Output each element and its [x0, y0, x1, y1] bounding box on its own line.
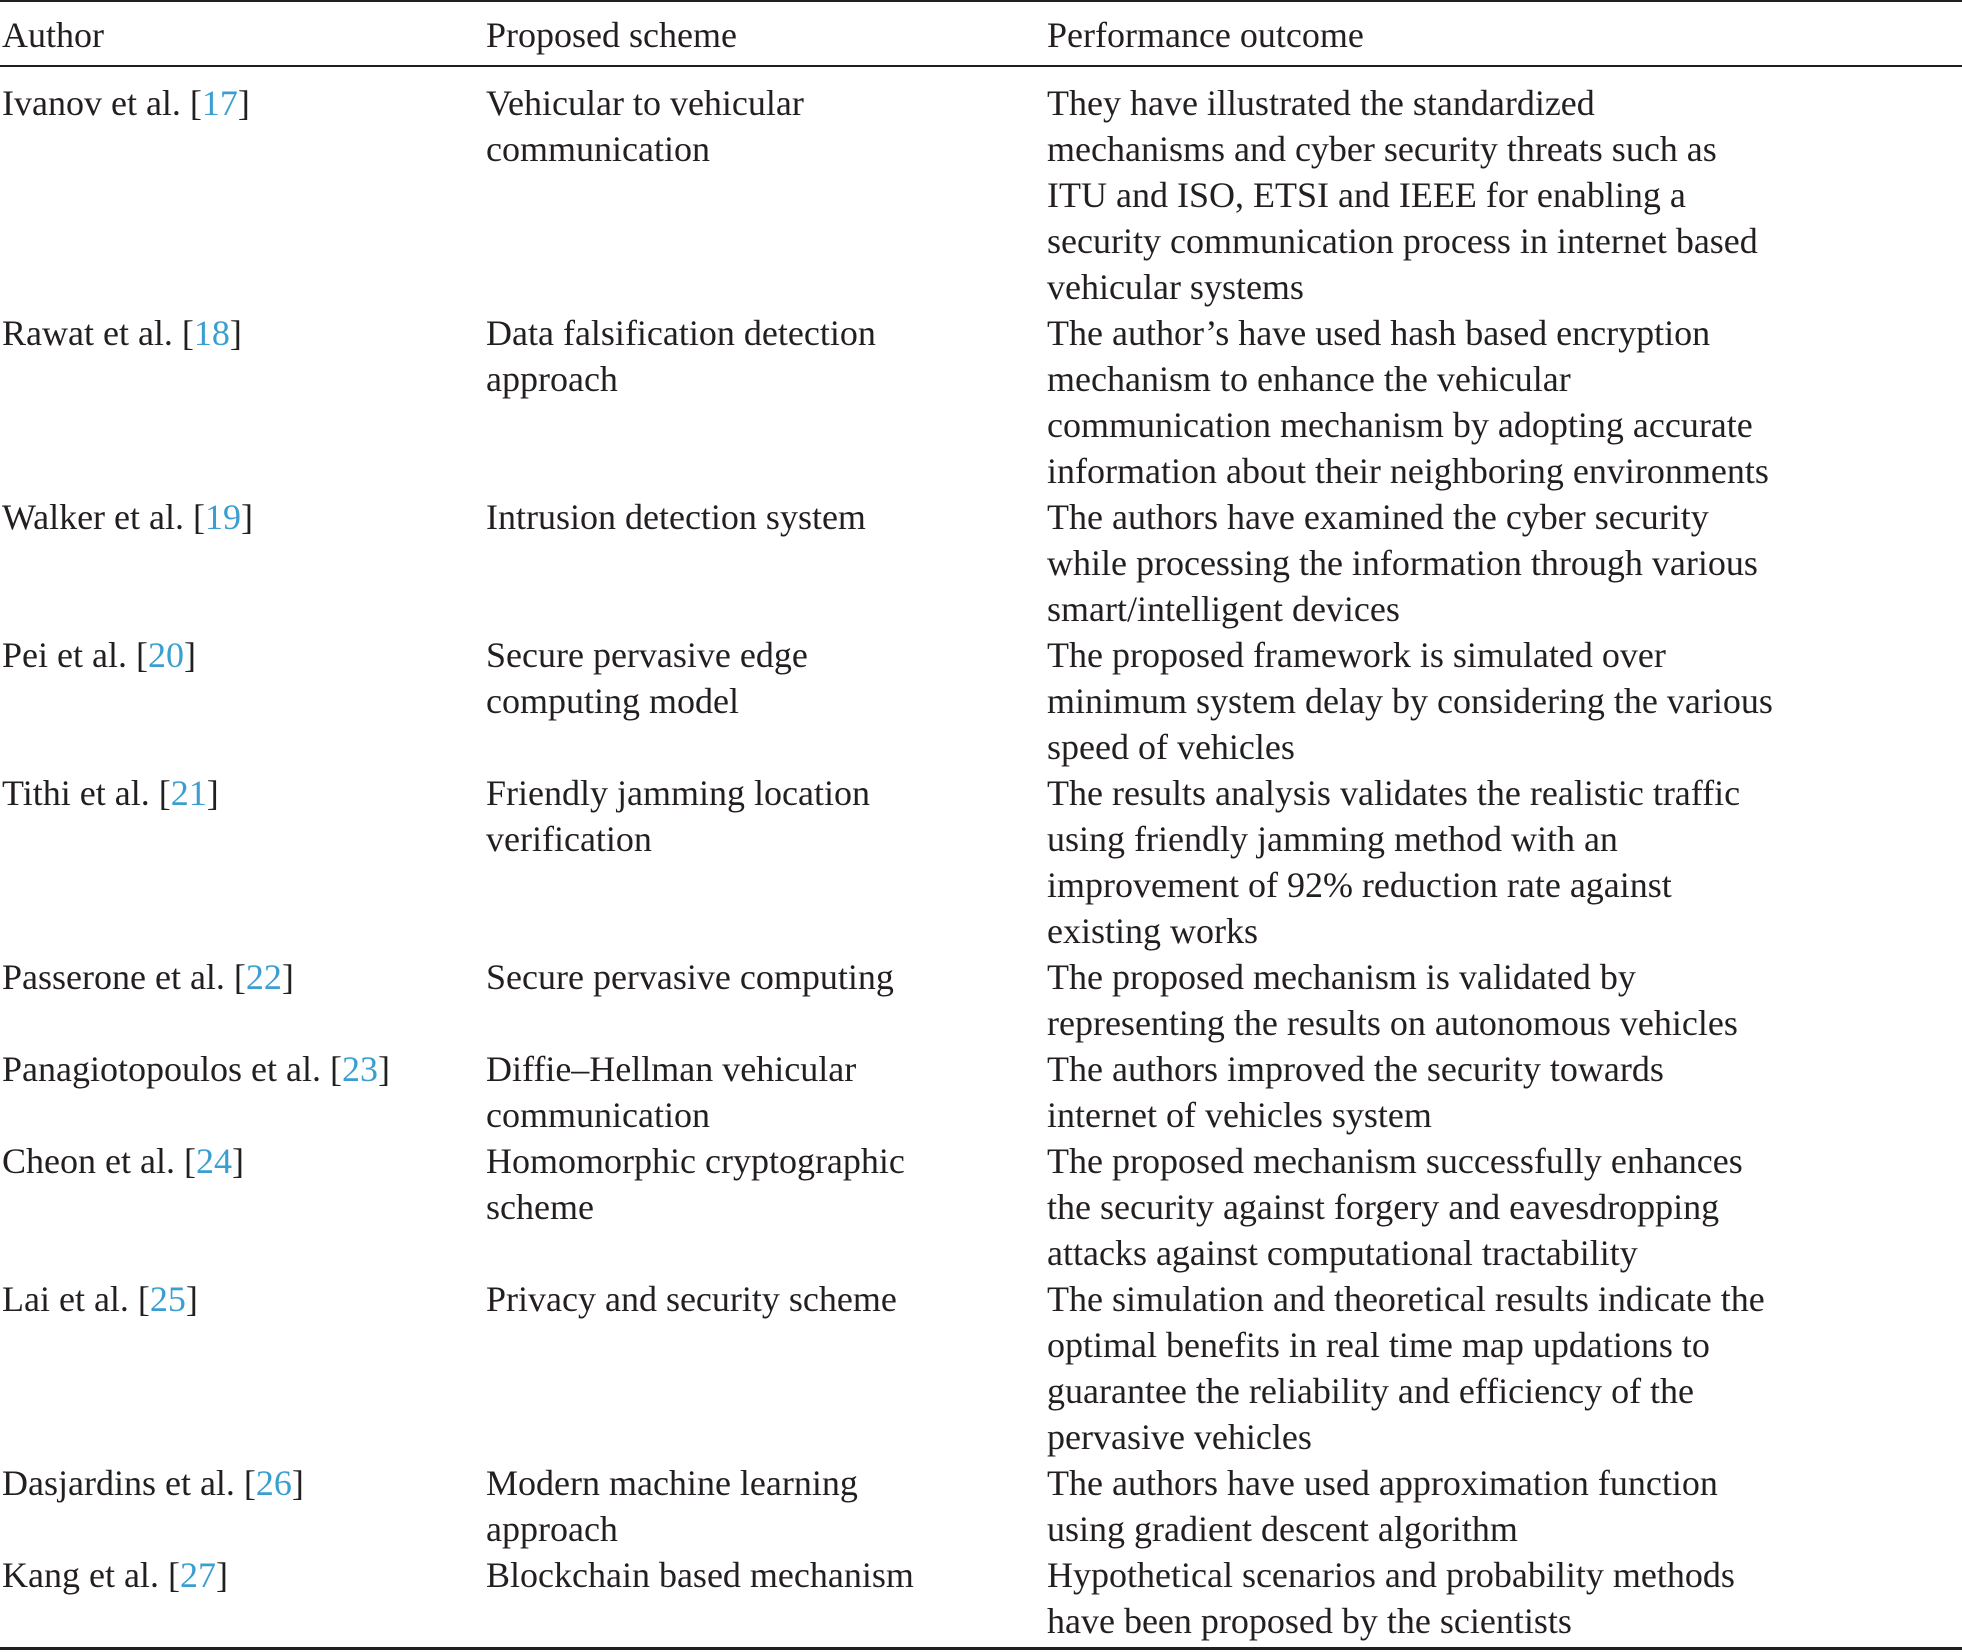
reference-bracket: ] [206, 773, 219, 813]
outcome-cell: The proposed mechanism is validated by representing the results on autonomous vehicles [1047, 957, 1738, 1043]
author-name: Kang et al. [ [2, 1555, 180, 1595]
author-cell [2, 1138, 472, 1184]
reference-bracket: ] [229, 313, 242, 353]
scheme-cell: Intrusion detection system [486, 497, 866, 537]
author-name: Ivanov et al. [ [2, 83, 202, 123]
author-cell [2, 1460, 472, 1506]
reference-link[interactable]: 27 [179, 1555, 216, 1595]
reference-link[interactable]: 20 [147, 635, 184, 675]
header-author: Author [2, 15, 104, 55]
reference-link[interactable]: 22 [245, 957, 282, 997]
author-name: Passerone et al. [ [2, 957, 246, 997]
author-cell [2, 310, 472, 356]
author-cell [2, 80, 472, 126]
scheme-cell: Data falsification detection approach [486, 313, 876, 399]
author-name: Cheon et al. [ [2, 1141, 196, 1181]
reference-bracket: ] [183, 635, 196, 675]
author-cell [2, 954, 472, 1000]
outcome-cell: The proposed framework is simulated over minimum system delay by considering the various speed of vehicles [1047, 635, 1773, 767]
reference-link[interactable]: 23 [341, 1049, 378, 1089]
outcome-cell: The results analysis validates the realistic traffic using friendly jamming method with an improvement of 92% reduction rate against existing works [1047, 773, 1741, 951]
author-cell [2, 1046, 472, 1092]
author-name: Panagiotopoulos et al. [ [2, 1049, 342, 1089]
outcome-cell: The proposed mechanism successfully enhances the security against forgery and eavesdropping attacks against computational tractability [1047, 1141, 1743, 1273]
scheme-cell: Blockchain based mechanism [486, 1555, 914, 1595]
reference-link[interactable]: 25 [149, 1279, 186, 1319]
author-name: Walker et al. [ [2, 497, 205, 537]
outcome-cell: The authors have used approximation function using gradient descent algorithm [1047, 1463, 1718, 1549]
reference-link[interactable]: 24 [195, 1141, 232, 1181]
reference-link[interactable]: 21 [170, 773, 207, 813]
scheme-cell: Friendly jamming location verification [486, 773, 870, 859]
outcome-cell: The authors have examined the cyber security while processing the information through various smart/intelligent devices [1047, 497, 1758, 629]
reference-bracket: ] [215, 1555, 228, 1595]
reference-link[interactable]: 18 [193, 313, 230, 353]
reference-bracket: ] [281, 957, 294, 997]
scheme-cell: Privacy and security scheme [486, 1279, 897, 1319]
author-cell [2, 632, 472, 678]
author-cell [2, 770, 472, 816]
table-header-rule [0, 65, 1962, 67]
outcome-cell: Hypothetical scenarios and probability methods have been proposed by the scientists [1047, 1555, 1735, 1641]
table-bottom-rule [0, 1647, 1962, 1650]
author-name: Pei et al. [ [2, 635, 148, 675]
author-name: Rawat et al. [ [2, 313, 194, 353]
reference-bracket: ] [237, 83, 250, 123]
author-name: Dasjardins et al. [ [2, 1463, 256, 1503]
scheme-cell: Secure pervasive computing [486, 957, 894, 997]
author-cell [2, 1552, 472, 1598]
reference-link[interactable]: 26 [255, 1463, 292, 1503]
reference-bracket: ] [185, 1279, 198, 1319]
reference-link[interactable]: 17 [201, 83, 238, 123]
author-name: Tithi et al. [ [2, 773, 171, 813]
scheme-cell: Diffie–Hellman vehicular communication [486, 1049, 857, 1135]
outcome-cell: The authors improved the security towards internet of vehicles system [1047, 1049, 1664, 1135]
outcome-cell: They have illustrated the standardized mechanisms and cyber security threats such as ITU and ISO, ETSI and IEEE for enabling a security communication process in internet based vehicular systems [1047, 83, 1758, 307]
outcome-cell: The author’s have used hash based encryption mechanism to enhance the vehicular communication mechanism by adopting accurate information about their neighboring environments [1047, 313, 1769, 491]
reference-bracket: ] [241, 497, 253, 537]
author-name: Lai et al. [ [2, 1279, 150, 1319]
header-proposed-scheme: Proposed scheme [486, 15, 737, 55]
reference-bracket: ] [377, 1049, 390, 1089]
outcome-cell: The simulation and theoretical results indicate the optimal benefits in real time map updations to guarantee the reliability and efficiency of the pervasive vehicles [1047, 1279, 1765, 1457]
reference-link[interactable]: 19 [205, 497, 241, 537]
author-cell [2, 494, 472, 540]
header-performance-outcome: Performance outcome [1047, 15, 1364, 55]
reference-bracket: ] [291, 1463, 304, 1503]
scheme-cell: Homomorphic cryptographic scheme [486, 1141, 905, 1227]
scheme-cell: Vehicular to vehicular communication [486, 83, 804, 169]
table-header-row [0, 12, 1962, 58]
scheme-cell: Secure pervasive edge computing model [486, 635, 808, 721]
scheme-cell: Modern machine learning approach [486, 1463, 858, 1549]
table-top-rule [0, 0, 1962, 2]
reference-bracket: ] [231, 1141, 244, 1181]
author-cell [2, 1276, 472, 1322]
